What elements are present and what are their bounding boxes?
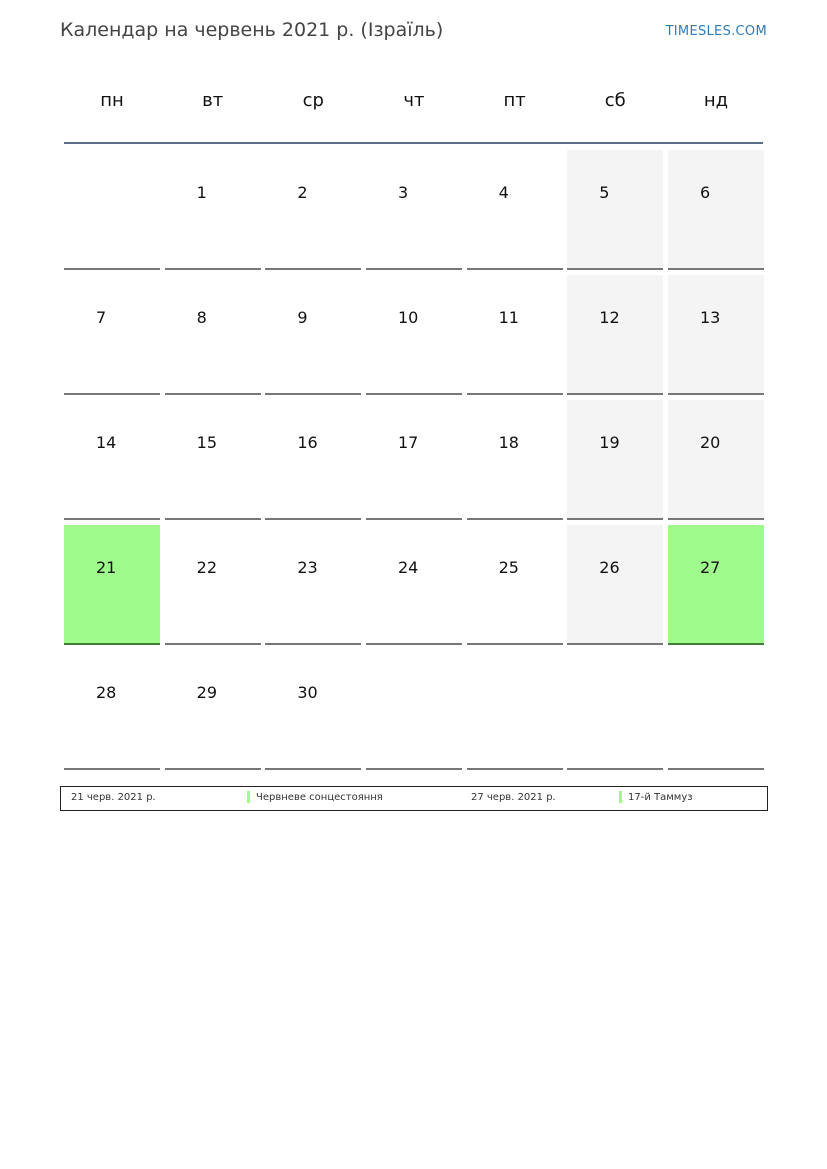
weekday-label: сб (604, 90, 626, 111)
day-number: 21 (96, 558, 117, 577)
weekday-header-row (64, 90, 764, 111)
day-cell (265, 650, 361, 770)
day-number: 6 (699, 183, 711, 202)
calendar-week (64, 525, 764, 645)
day-cell (467, 525, 563, 645)
day-cell (265, 150, 361, 270)
day-number: 28 (96, 683, 117, 702)
calendar-week (64, 400, 764, 520)
day-cell (165, 400, 261, 520)
day-number: 17 (397, 433, 419, 452)
legend-color-marker (619, 791, 622, 803)
header-divider (64, 142, 763, 144)
day-number: 24 (397, 558, 419, 577)
day-cell (467, 400, 563, 520)
day-number: 26 (599, 558, 620, 577)
day-cell-weekend (668, 400, 764, 520)
legend-holiday-name: Червневе сонцестояння (256, 792, 383, 803)
day-cell (265, 275, 361, 395)
day-number: 29 (196, 683, 218, 702)
day-number: 2 (297, 183, 308, 202)
day-cell-empty (467, 650, 563, 770)
day-cell (366, 400, 462, 520)
day-cell-weekend (567, 525, 663, 645)
day-cell (366, 275, 462, 395)
weekday-label: вт (202, 90, 224, 111)
day-cell-holiday (64, 525, 160, 645)
day-number: 8 (196, 308, 207, 327)
day-number: 19 (599, 433, 620, 452)
day-cell (467, 275, 563, 395)
legend-date: 21 черв. 2021 р. (71, 792, 156, 803)
day-number: 18 (498, 433, 519, 452)
day-number: 16 (297, 433, 318, 452)
day-number: 12 (599, 308, 620, 327)
weekday-label: ср (302, 90, 324, 111)
day-number: 14 (96, 433, 117, 452)
calendar-week (64, 150, 764, 270)
day-cell-empty (668, 650, 764, 770)
day-number: 20 (699, 433, 721, 452)
day-number: 3 (397, 183, 409, 202)
legend-color-marker (247, 791, 250, 803)
day-cell (64, 650, 160, 770)
legend-holiday-name: 17-й Таммуз (628, 792, 693, 803)
day-cell (366, 525, 462, 645)
day-number: 11 (498, 308, 519, 327)
day-cell (467, 150, 563, 270)
weekday-label: чт (403, 90, 425, 111)
day-number: 23 (297, 558, 318, 577)
day-cell (165, 275, 261, 395)
day-cell-weekend (567, 150, 663, 270)
day-cell (265, 400, 361, 520)
calendar-week (64, 650, 764, 770)
calendar-week (64, 275, 764, 395)
day-number: 9 (297, 308, 308, 327)
day-cell-weekend (567, 400, 663, 520)
day-cell (165, 525, 261, 645)
day-number: 30 (297, 683, 318, 702)
day-cell-empty (567, 650, 663, 770)
calendar-grid (64, 150, 764, 775)
weekday-label: пт (503, 90, 526, 111)
day-number: 25 (498, 558, 519, 577)
day-cell (64, 275, 160, 395)
day-cell (64, 400, 160, 520)
page-title: Календар на червень 2021 р. (Ізраїль) (60, 19, 444, 41)
day-number: 15 (196, 433, 218, 452)
day-number: 13 (699, 308, 721, 327)
day-number: 7 (96, 308, 107, 327)
day-cell (366, 150, 462, 270)
holiday-legend (60, 786, 768, 811)
day-cell-weekend (668, 150, 764, 270)
day-cell-holiday (668, 525, 764, 645)
day-number: 27 (699, 558, 721, 577)
brand-link[interactable]: TIMESLES.COM (665, 24, 767, 39)
day-cell-empty (64, 150, 160, 270)
day-number: 1 (196, 183, 207, 202)
day-number: 4 (498, 183, 509, 202)
day-number: 10 (397, 308, 419, 327)
day-cell-weekend (567, 275, 663, 395)
day-cell (165, 150, 261, 270)
day-number: 5 (599, 183, 610, 202)
day-cell-empty (366, 650, 462, 770)
day-number: 22 (196, 558, 218, 577)
day-cell-weekend (668, 275, 764, 395)
weekday-label: нд (703, 90, 729, 111)
day-cell (165, 650, 261, 770)
weekday-label: пн (100, 90, 124, 111)
day-cell (265, 525, 361, 645)
legend-date: 27 черв. 2021 р. (471, 792, 556, 803)
